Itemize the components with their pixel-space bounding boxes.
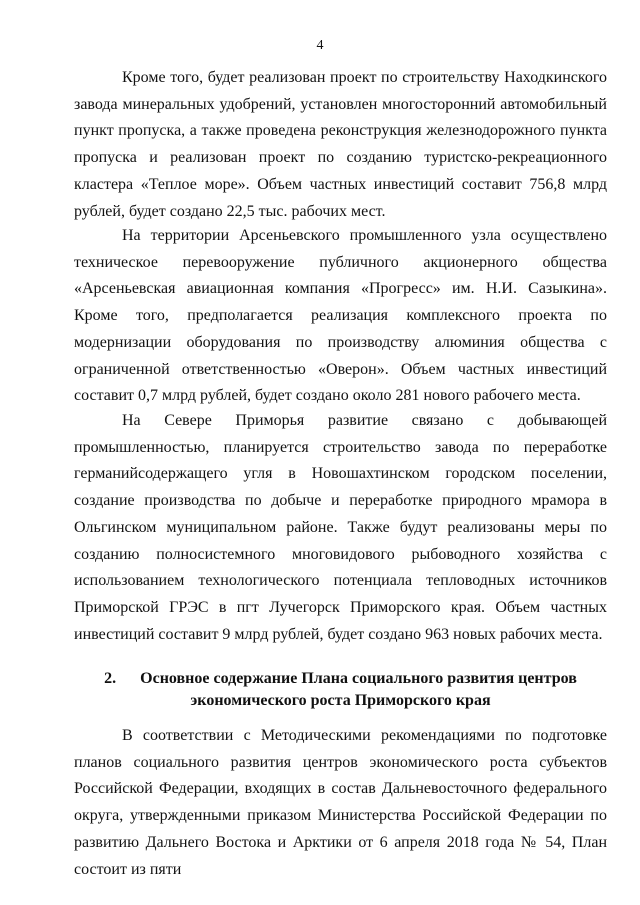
paragraph-nakhodka: Кроме того, будет реализован проект по строительству Находкинского завода минеральных удобрений, установлен многосторонний автомобильный пункт пропуска, а также проведена реконструкция железнодорожного пункта пропуска и реализован проект по созданию туристско-рекреационного кластера «Теплое море». Объем частных инвестиций составит 756,8 млрд рублей, будет создано 22,5 тыс. рабочих мест.: [74, 69, 607, 220]
section-heading: [74, 668, 607, 712]
page-number: 4: [316, 38, 324, 53]
section-number: 2.: [104, 670, 117, 687]
paragraph-methodology: В соответствии с Методическими рекомендациями по подготовке планов социального развития центров экономического роста субъектов Российской Федерации, входящих в состав Дальневосточного федерального округа, утвержденными приказом Министерства Российской Федерации по развитию Дальнего Востока и Арктики от 6 апреля 2018 года № 54, План состоит из пяти: [74, 727, 607, 878]
section-title: Основное содержание Плана социального развития центров экономического роста Приморского края: [140, 670, 577, 709]
paragraph-north-primorye: На Севере Приморья развитие связано с добывающей промышленностью, планируется строительство завода по переработке германийсодержащего угля в Новошахтинском городском поселении, создание производства по добыче и переработке природного мрамора в Ольгинском муниципальном районе. Также будут реализованы меры по созданию полносистемного многовидового рыбоводного хозяйства с использованием технологического потенциала тепловодных источников Приморской ГРЭС в пгт Лучегорск Приморского края. Объем частных инвестиций составит 9 млрд рублей, будет создано 963 новых рабочих места.: [74, 412, 607, 643]
paragraph-arsenyev: На территории Арсеньевского промышленного узла осуществлено техническое перевооружение публичного акционерного общества «Арсеньевская авиационная компания «Прогресс» им. Н.И. Сазыкина». Кроме того, предполагается реализация комплексного проекта по модернизации оборудования по производству алюминия общества с ограниченной ответственностью «Оверон». Объем частных инвестиций составит 0,7 млрд рублей, будет создано около 281 нового рабочего места.: [74, 227, 607, 405]
